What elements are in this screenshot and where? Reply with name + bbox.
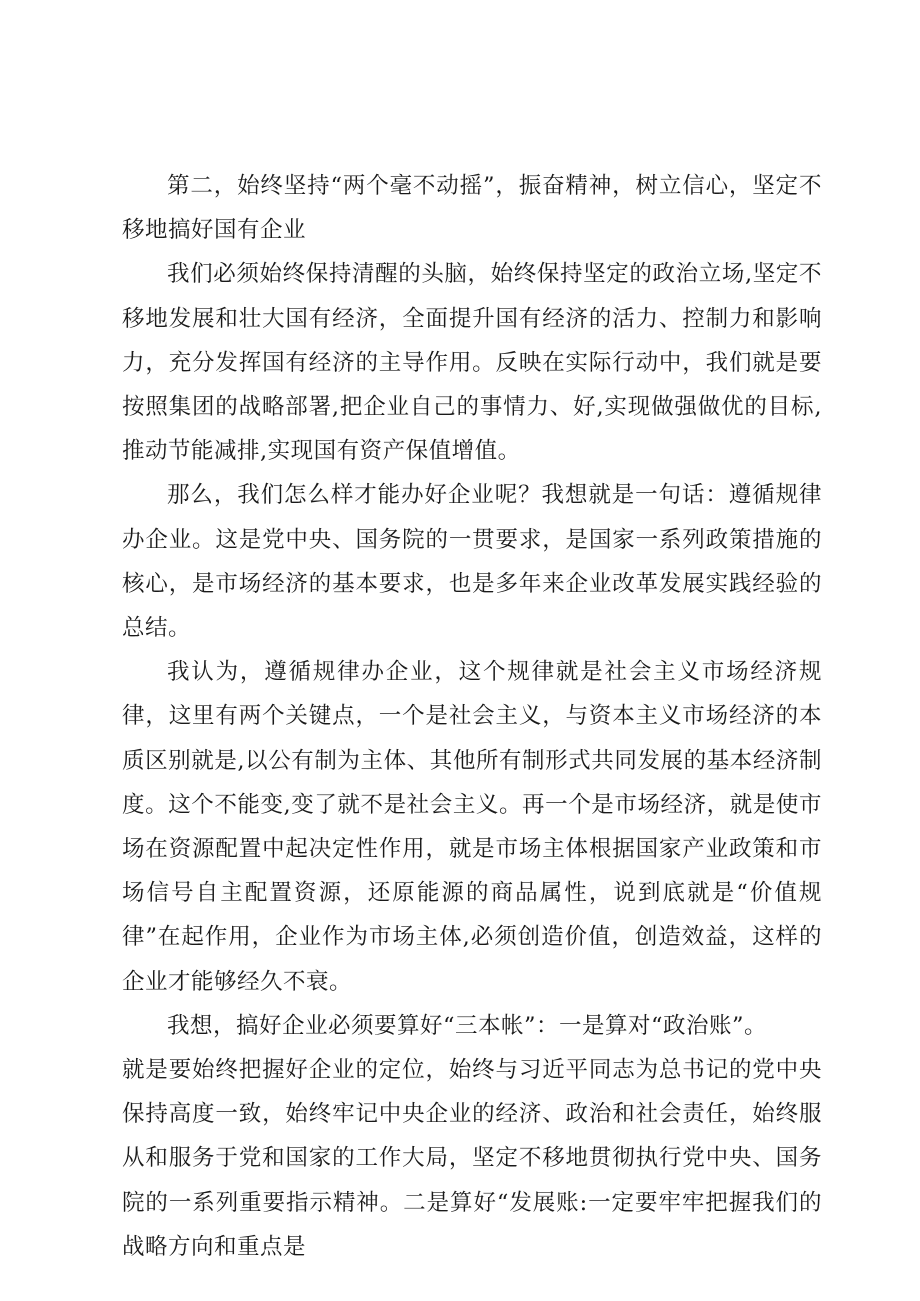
paragraph: 就是要始终把握好企业的定位，始终与习近平同志为总书记的党中央保持高度一致，始终牢记中央企业的经济、政治和社会责任，始终服从和服务于党和国家的工作大局，坚定不移地贯彻执行党中央、国务院的一系列重要指示精神。二是算好“发展账:一定要牢牢把握我们的战略方向和重点是 — [122, 1057, 822, 1260]
paragraph: 那么，我们怎么样才能办好企业呢？我想就是一句话：遵循规律办企业。这是党中央、国务院的一贯要求，是国家一系列政策措施的核心，是市场经济的基本要求，也是多年来企业改革发展实践经验的总结。 — [122, 482, 822, 642]
paragraph: 我认为，遵循规律办企业，这个规律就是社会主义市场经济规律，这里有两个关键点，一个是社会主义，与资本主义市场经济的本质区别就是,以公有制为主体、其他所有制形式共同发展的基本经济制度。这个不能变,变了就不是社会主义。再一个是市场经济，就是使市场在资源配置中起决定性作用，就是市场主体根据国家产业政策和市场信号自主配置资源，还原能源的商品属性，说到底就是“价值规律”在起作用，企业作为市场主体,必须创造价值，创造效益，这样的企业才能够经久不衰。 — [122, 659, 822, 995]
document-body — [122, 164, 822, 1269]
paragraph: 我想，搞好企业必须要算好“三本帐”：一是算对“政治账”。 — [167, 1012, 768, 1039]
section-heading: 第二，始终坚持“两个毫不动摇”，振奋精神，树立信心，坚定不移地搞好国有企业 — [122, 173, 822, 244]
paragraph: 我们必须始终保持清醒的头脑，始终保持坚定的政治立场,坚定不移地发展和壮大国有经济，全面提升国有经济的活力、控制力和影响力，充分发挥国有经济的主导作用。反映在实际行动中，我们就是要按照集团的战略部署,把企业自己的事情力、好,实现做强做优的目标,推动节能减排,实现国有资产保值增值。 — [122, 261, 822, 465]
